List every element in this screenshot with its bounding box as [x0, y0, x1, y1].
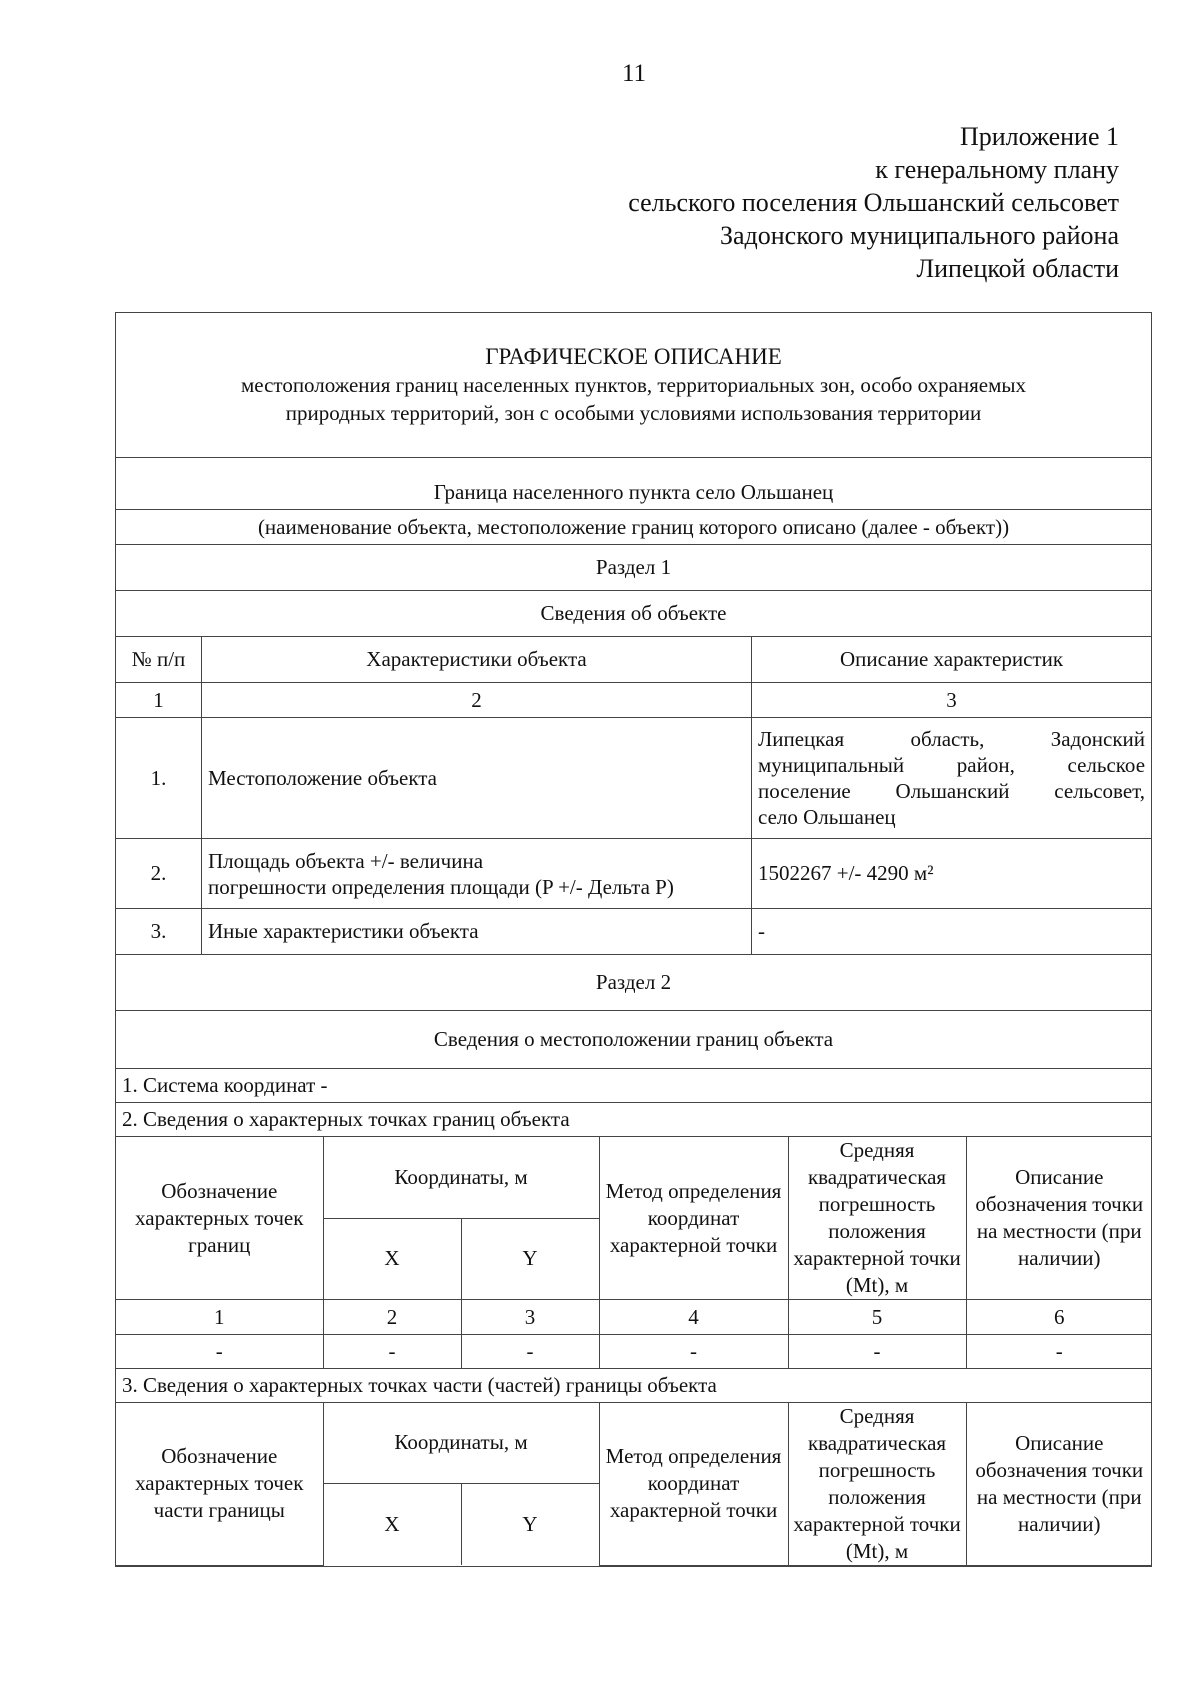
- boundary-parts-title: 3. Сведения о характерных точках части (частей) границы объекта: [116, 1368, 1152, 1402]
- column-number: 5: [788, 1300, 966, 1335]
- section-2-subtitle: Сведения о местоположении границ объекта: [116, 1011, 1152, 1069]
- row-description: [752, 718, 1152, 839]
- appendix-line: к генеральному плану: [875, 155, 1119, 184]
- parts-designation-header: Обозначение характерных точек части границы: [116, 1403, 323, 1566]
- characteristic-line: погрешности определения площади (P +/- Дельта P): [208, 874, 674, 899]
- boundary-parts-table: [116, 1403, 1152, 1566]
- y-header: Y: [461, 1218, 599, 1299]
- document-subtitle: природных территорий, зон с особыми условиями использования территории: [285, 401, 982, 425]
- row-number: 3.: [116, 909, 202, 955]
- points-designation-header: Обозначение характерных точек границ: [116, 1137, 323, 1300]
- description-line: Липецкая область, Задонский: [758, 727, 1146, 751]
- x-header: X: [323, 1484, 461, 1565]
- column-number: 2: [202, 683, 752, 718]
- document-title: ГРАФИЧЕСКОЕ ОПИСАНИЕ: [485, 344, 782, 369]
- section-2-title: Раздел 2: [116, 955, 1152, 1011]
- column-number: 4: [599, 1300, 788, 1335]
- column-number: 1: [116, 683, 202, 718]
- description-header: Описание обозначения точки на местности (при наличии): [966, 1403, 1152, 1566]
- boundary-points-title: 2. Сведения о характерных точках границ объекта: [116, 1103, 1152, 1137]
- column-number: 3: [461, 1300, 599, 1335]
- error-header: Средняя квадратическая погрешность положения характерной точки (Mt), м: [788, 1403, 966, 1566]
- appendix-line: Липецкой области: [916, 254, 1119, 283]
- row-number: 1.: [116, 718, 202, 839]
- document-subtitle: местоположения границ населенных пунктов, территориальных зон, особо охраняемых: [240, 373, 1027, 397]
- x-header: X: [323, 1218, 461, 1299]
- table-row: [116, 909, 1152, 955]
- row-characteristic: Местоположение объекта: [202, 718, 752, 839]
- description-line: поселение Ольшанский сельсовет,: [758, 779, 1146, 803]
- coordinate-system: 1. Система координат -: [116, 1069, 1152, 1103]
- boundary-points-cell: [116, 1137, 1152, 1369]
- graphic-description-table: [115, 312, 1152, 1567]
- column-header-num: № п/п: [116, 637, 202, 683]
- description-line: муниципальный район, сельское: [758, 753, 1146, 777]
- table-header: [116, 313, 1152, 458]
- empty-cell: -: [599, 1335, 788, 1368]
- appendix-block: [628, 120, 1119, 285]
- empty-cell: -: [323, 1335, 461, 1368]
- empty-cell: -: [788, 1335, 966, 1368]
- table-row: [116, 1335, 1152, 1368]
- column-header-desc: Описание характеристик: [752, 637, 1152, 683]
- appendix-line: Задонского муниципального района: [719, 221, 1119, 250]
- column-number: 6: [966, 1300, 1152, 1335]
- column-number: 3: [752, 683, 1152, 718]
- column-header-char: Характеристики объекта: [202, 637, 752, 683]
- row-description: -: [752, 909, 1152, 955]
- row-description: 1502267 +/- 4290 м²: [752, 839, 1152, 909]
- y-header: Y: [461, 1484, 599, 1565]
- appendix-line: сельского поселения Ольшанский сельсовет: [628, 188, 1119, 217]
- coordinates-header: Координаты, м: [323, 1137, 599, 1218]
- row-number: 2.: [116, 839, 202, 909]
- object-name: Граница населенного пункта село Ольшанец: [116, 458, 1152, 510]
- object-name-caption: (наименование объекта, местоположение границ которого описано (далее - объект)): [116, 510, 1152, 545]
- table-row: [116, 839, 1152, 909]
- boundary-parts-cell: [116, 1402, 1152, 1566]
- appendix-line: Приложение 1: [959, 122, 1119, 151]
- characteristic-line: Площадь объекта +/- величина: [208, 848, 484, 873]
- row-characteristic: [202, 839, 752, 909]
- empty-cell: -: [461, 1335, 599, 1368]
- section-1-subtitle: Сведения об объекте: [116, 591, 1152, 637]
- column-number: 1: [116, 1300, 323, 1335]
- empty-cell: -: [966, 1335, 1152, 1368]
- row-characteristic: Иные характеристики объекта: [202, 909, 752, 955]
- method-header: Метод определения координат характерной точки: [599, 1403, 788, 1566]
- description-header: Описание обозначения точки на местности (при наличии): [966, 1137, 1152, 1300]
- section-1-title: Раздел 1: [116, 545, 1152, 591]
- error-header: Средняя квадратическая погрешность положения характерной точки (Mt), м: [788, 1137, 966, 1300]
- description-line: село Ольшанец: [758, 805, 896, 829]
- column-number: 2: [323, 1300, 461, 1335]
- page-number: 11: [621, 60, 647, 87]
- empty-cell: -: [116, 1335, 323, 1368]
- coordinates-header: Координаты, м: [323, 1403, 599, 1484]
- table-row: [116, 718, 1152, 839]
- method-header: Метод определения координат характерной точки: [599, 1137, 788, 1300]
- boundary-points-table: [116, 1137, 1152, 1368]
